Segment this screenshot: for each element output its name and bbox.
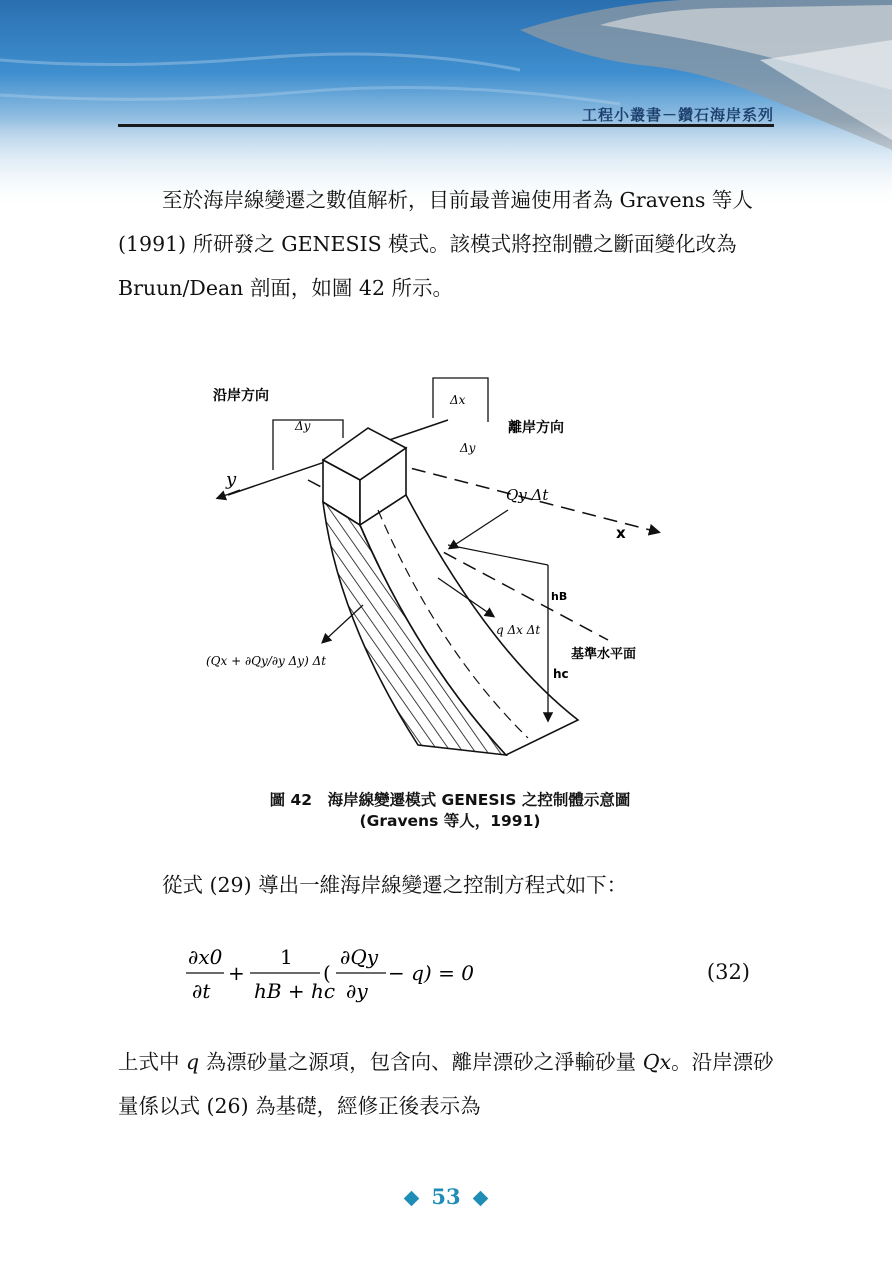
figure-caption-source: (Gravens 等人，1991) xyxy=(359,812,541,830)
label-offshore: 離岸方向 xyxy=(508,420,564,436)
label-dy-left: Δy xyxy=(295,419,311,433)
paragraph-equation-intro xyxy=(118,863,778,907)
eq-hb-hc: hB + hc xyxy=(254,979,336,1003)
label-y-axis: y xyxy=(226,469,237,490)
figure-caption: 圖 42 海岸線變遷模式 GENESIS 之控制體示意圖 xyxy=(269,791,631,809)
label-datum: 基準水平面 xyxy=(571,647,637,662)
label-dx: Δx xyxy=(450,393,466,407)
para3-qx: Qx xyxy=(642,1050,672,1074)
para3-part-c: 。沿岸漂砂量係以式 (26) 為基礎，經修正後表示為 xyxy=(118,1050,774,1118)
eq-plus: + xyxy=(228,961,245,985)
equation-number: (32) xyxy=(706,960,750,984)
equation-32 xyxy=(180,940,780,1010)
label-q-dx-dt: q Δx Δt xyxy=(496,623,541,637)
page-number-footer xyxy=(0,1184,892,1209)
header-rule xyxy=(118,124,774,127)
eq-dy: ∂y xyxy=(346,979,368,1003)
label-flux-left: (Qx + ∂Qy/∂y Δy) Δt xyxy=(206,654,327,668)
diamond-left-icon xyxy=(404,1191,420,1207)
label-hc: hc xyxy=(553,667,569,681)
para3-part-b: 為漂砂量之源項，包含向、離岸漂砂之淨輸砂量 xyxy=(199,1050,643,1074)
eq-one: 1 xyxy=(280,945,293,969)
para3-part-a: 上式中 xyxy=(118,1050,187,1074)
paragraph-equation-intro-text: 從式 (29) 導出一維海岸線變遷之控制方程式如下： xyxy=(162,873,628,897)
eq-tail: − q) = 0 xyxy=(388,961,474,985)
series-title: 工程小叢書－鑽石海岸系列 xyxy=(581,106,774,124)
eq-dqy: ∂Qy xyxy=(340,945,379,969)
paragraph-intro-text: 至於海岸線變遷之數值解析，目前最普遍使用者為 Gravens 等人 (1991) 所研發之 GENESIS 模式。該模式將控制體之斷面變化改為 Bruun/Dean 剖面，如圖 42 所示。 xyxy=(118,188,753,300)
diamond-right-icon xyxy=(472,1191,488,1207)
label-longshore: 沿岸方向 xyxy=(213,388,269,404)
label-dy-right: Δy xyxy=(460,441,476,455)
label-x-axis: x xyxy=(616,524,626,542)
paragraph-source-term xyxy=(118,1040,778,1128)
paragraph-intro xyxy=(118,178,778,310)
label-qy-dt: Qy Δt xyxy=(506,486,549,504)
eq-dt: ∂t xyxy=(192,979,211,1003)
eq-dx0: ∂x0 xyxy=(188,945,223,969)
label-hb: hB xyxy=(551,590,568,603)
para3-q: q xyxy=(186,1050,200,1074)
figure-control-volume xyxy=(188,360,688,770)
eq-open-paren: ( xyxy=(323,961,331,985)
page-number: 53 xyxy=(431,1184,461,1209)
